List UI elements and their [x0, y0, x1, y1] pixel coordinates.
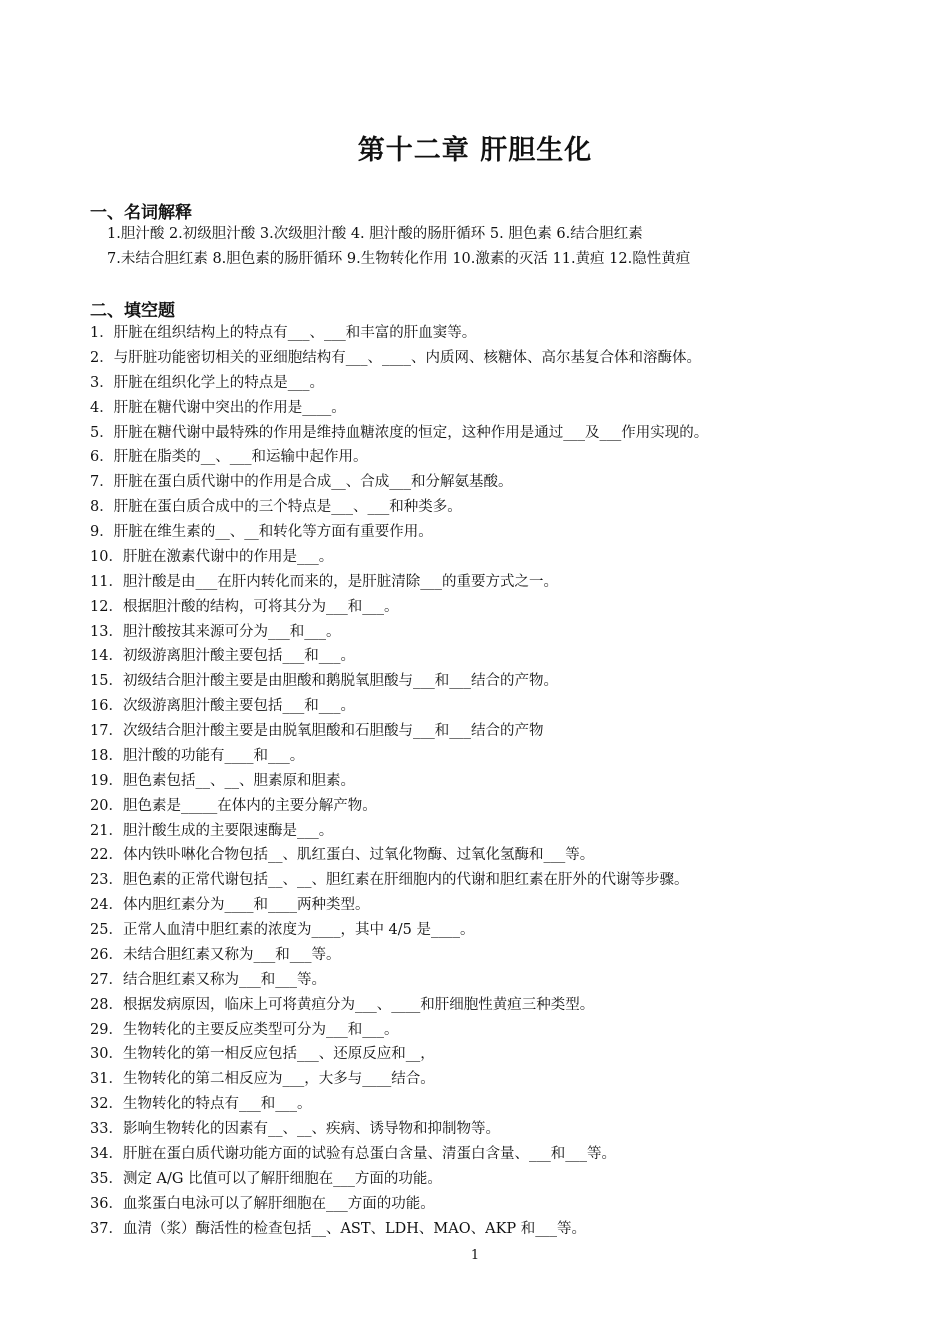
question-item: 14．初级游离胆汁酸主要包括___和___。: [90, 648, 355, 665]
question-item: 34．肝脏在蛋白质代谢功能方面的试验有总蛋白含量、清蛋白含量、___和___等。: [90, 1145, 616, 1162]
question-item: 20．胆色素是_____在体内的主要分解产物。: [90, 797, 377, 814]
question-item: 15．初级结合胆汁酸主要是由胆酸和鹅脱氧胆酸与___和___结合的产物。: [90, 673, 558, 690]
question-item: 28．根据发病原因，临床上可将黄疸分为___、____和肝细胞性黄疸三种类型。: [90, 996, 595, 1013]
question-item: 1．肝脏在组织结构上的特点有___、___和丰富的肝血窦等。: [90, 325, 477, 341]
question-item: 31．生物转化的第二相反应为___，大多与____结合。: [90, 1071, 435, 1088]
question-item: 10．肝脏在激素代谢中的作用是___。: [90, 548, 334, 565]
question-item: 18．胆汁酸的功能有____和___。: [90, 747, 305, 764]
question-item: 30．生物转化的第一相反应包括___、还原反应和__，: [90, 1046, 435, 1063]
question-item: 32．生物转化的特点有___和___。: [90, 1096, 312, 1113]
question-item: 11．胆汁酸是由___在肝内转化而来的，是肝脏清除___的重要方式之一。: [90, 573, 558, 590]
question-item: 22．体内铁卟啉化合物包括__、肌红蛋白、过氧化物酶、过氧化氢酶和___等。: [90, 847, 595, 864]
section-heading-terms: 一、名词解释: [90, 203, 192, 223]
question-item: 35．测定 A/G 比值可以了解肝细胞在___方面的功能。: [90, 1170, 442, 1187]
question-item: 36．血浆蛋白电泳可以了解肝细胞在___方面的功能。: [90, 1195, 435, 1212]
question-item: 9．肝脏在维生素的__、__和转化等方面有重要作用。: [90, 524, 433, 540]
question-item: 2．与肝脏功能密切相关的亚细胞结构有___、____、内质网、核糖体、高尔基复合体和溶酶体。: [90, 349, 701, 366]
section-heading-fill-blank: 二、填空题: [90, 301, 175, 321]
question-item: 29．生物转化的主要反应类型可分为___和___。: [90, 1021, 399, 1038]
question-item: 27．结合胆红素又称为___和___等。: [90, 971, 326, 988]
question-item: 16．次级游离胆汁酸主要包括___和___。: [90, 698, 355, 715]
question-item: 19．胆色素包括__、__、胆素原和胆素。: [90, 772, 355, 789]
question-item: 5．肝脏在糖代谢中最特殊的作用是维持血糖浓度的恒定，这种作用是通过___及___作用实现的。: [90, 424, 709, 441]
question-item: 33．影响生物转化的因素有__、__、疾病、诱导物和抑制物等。: [90, 1121, 500, 1137]
question-item: 24．体内胆红素分为____和____两种类型。: [90, 897, 370, 914]
question-item: 17．次级结合胆汁酸主要是由脱氧胆酸和石胆酸与___和___结合的产物: [90, 723, 544, 739]
term-line: 1.胆汁酸 2.初级胆汁酸 3.次级胆汁酸 4. 胆汁酸的肠肝循环 5. 胆色素 6.结合胆红素: [107, 226, 643, 242]
question-item: 8．肝脏在蛋白质合成中的三个特点是___、___和种类多。: [90, 499, 462, 516]
question-item: 37．血清（浆）酶活性的检查包括__、AST、LDH、MAO、AKP 和___等。: [90, 1220, 587, 1237]
question-item: 12．根据胆汁酸的结构，可将其分为___和___。: [90, 598, 399, 615]
question-list: [90, 321, 708, 1241]
question-item: 3．肝脏在组织化学上的特点是___。: [90, 374, 324, 391]
question-item: 23．胆色素的正常代谢包括__、__、胆红素在肝细胞内的代谢和胆红素在肝外的代谢等步骤。: [90, 872, 689, 889]
question-item: 6．肝脏在脂类的__、___和运输中起作用。: [90, 449, 368, 466]
term-line: 7.未结合胆红素 8.胆色素的肠肝循环 9.生物转化作用 10.激素的灭活 11.黄疸 12.隐性黄疸: [107, 251, 691, 267]
question-item: 7．肝脏在蛋白质代谢中的作用是合成__、合成___和分解氨基酸。: [90, 474, 513, 491]
question-item: 26．未结合胆红素又称为___和___等。: [90, 946, 341, 963]
question-item: 21．胆汁酸生成的主要限速酶是___。: [90, 822, 334, 839]
term-list: [107, 222, 690, 272]
question-item: 4．肝脏在糖代谢中突出的作用是____。: [90, 399, 346, 416]
page-number: 1: [470, 1248, 480, 1263]
question-item: 25．正常人血清中胆红素的浓度为____，其中 4/5 是____。: [90, 922, 475, 938]
chapter-title: 第十二章 肝胆生化: [357, 135, 593, 166]
question-item: 13．胆汁酸按其来源可分为___和___。: [90, 623, 341, 640]
